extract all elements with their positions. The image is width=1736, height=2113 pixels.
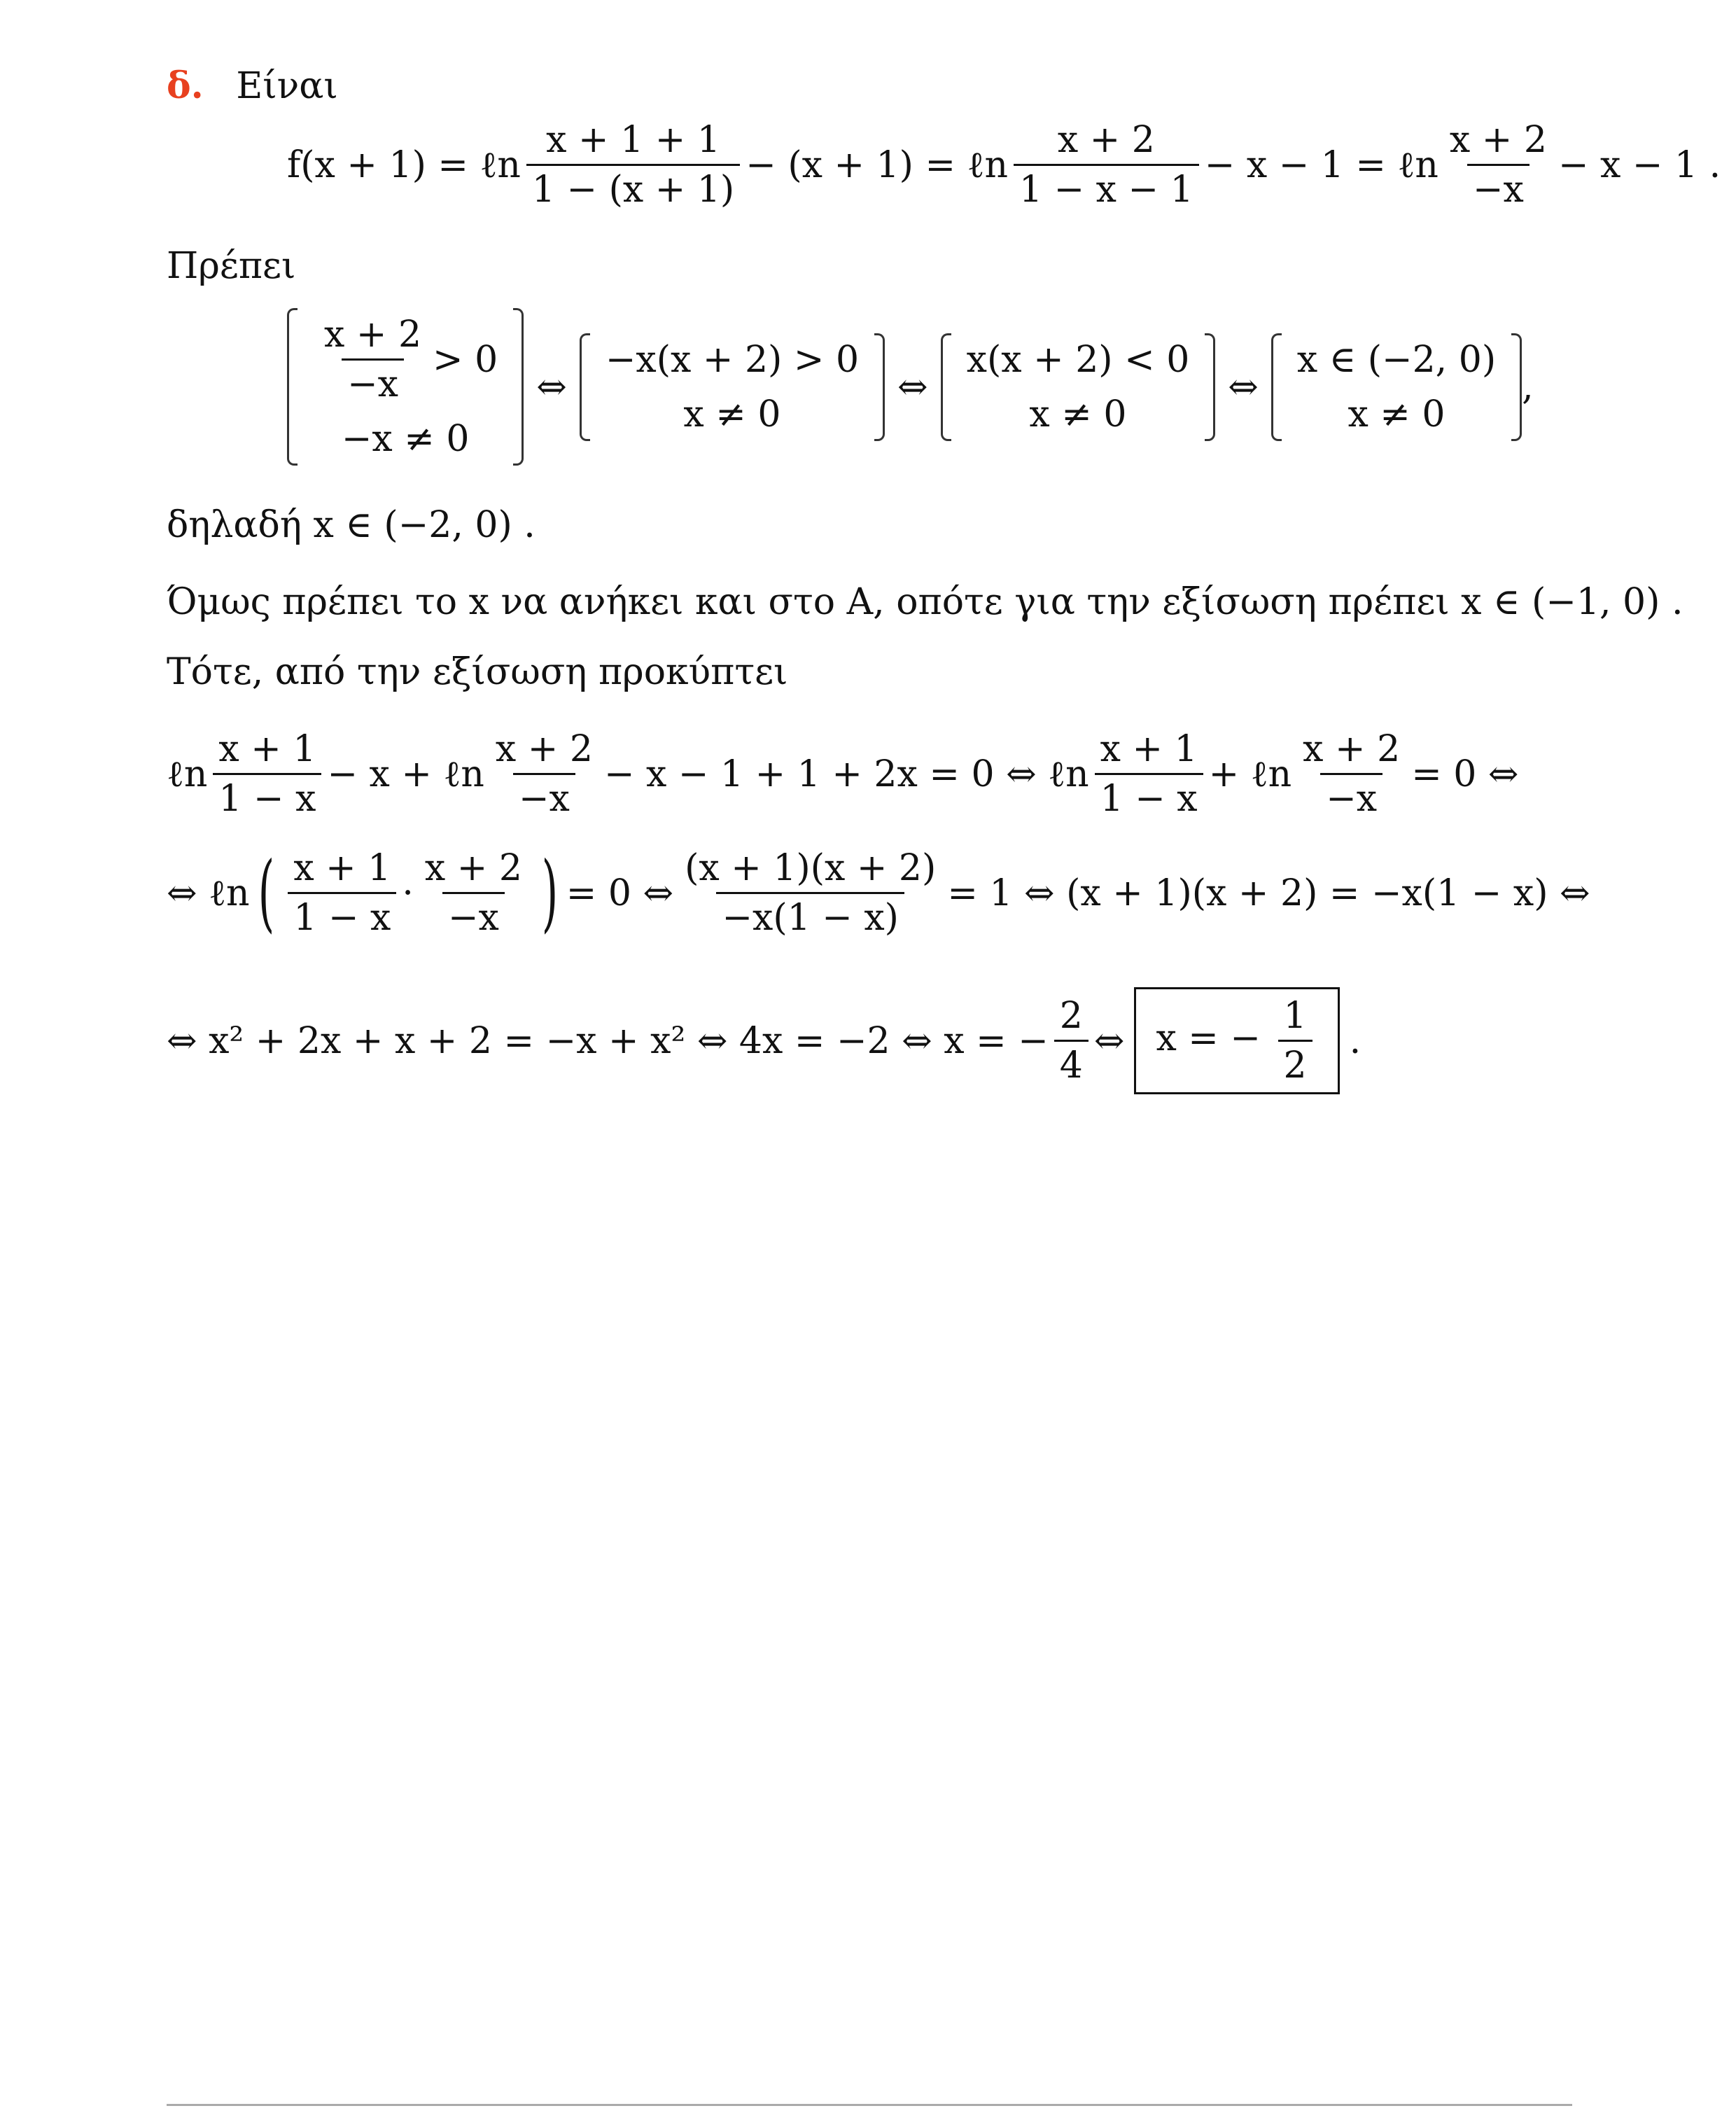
eq1-mid-2: − x − 1 = ℓn bbox=[1204, 144, 1438, 186]
fraction-numerator: x + 2 bbox=[324, 314, 422, 356]
section-intro: Είναι bbox=[236, 65, 338, 107]
fraction-denominator: 1 − x bbox=[1095, 773, 1203, 820]
system-1-row-2: −x ≠ 0 bbox=[341, 418, 470, 460]
system-4-row-2: x ≠ 0 bbox=[1348, 393, 1446, 435]
eq3-dot: · bbox=[402, 872, 414, 914]
fraction-denominator: −x bbox=[442, 892, 505, 939]
eq1-tail: − x − 1 . bbox=[1558, 144, 1721, 186]
system-2-row-1: −x(x + 2) > 0 bbox=[605, 338, 860, 381]
fraction-numerator: (x + 1)(x + 2) bbox=[685, 847, 937, 889]
fraction-denominator: −x bbox=[342, 358, 404, 405]
fraction-numerator: x + 1 bbox=[218, 728, 316, 770]
system-comma: , bbox=[1522, 365, 1534, 408]
line-tote: Τότε, από την εξίσωση προκύπτει bbox=[167, 651, 788, 693]
system-3 bbox=[941, 333, 1216, 441]
iff-symbol: ⇔ bbox=[1228, 365, 1259, 408]
system-4-row-1: x ∈ (−2, 0) bbox=[1296, 338, 1497, 381]
fraction-denominator: 4 bbox=[1054, 1040, 1088, 1087]
left-brace bbox=[287, 308, 298, 466]
fraction-denominator: −x bbox=[1320, 773, 1382, 820]
equation-4 bbox=[167, 987, 1361, 1094]
answer-box bbox=[1134, 987, 1339, 1094]
eq2-fraction-a bbox=[213, 728, 321, 820]
section-label: δ. bbox=[167, 64, 204, 107]
system-1-fraction bbox=[318, 314, 427, 405]
fraction-denominator: 1 − x bbox=[213, 773, 321, 820]
fraction-denominator: 2 bbox=[1278, 1040, 1312, 1087]
right-brace bbox=[1205, 333, 1215, 441]
fraction-numerator: x + 2 bbox=[1303, 728, 1401, 770]
system-3-row-1: x(x + 2) < 0 bbox=[966, 338, 1190, 381]
system-3-row-2: x ≠ 0 bbox=[1029, 393, 1127, 435]
fraction-numerator: x + 2 bbox=[1449, 119, 1547, 161]
fraction-numerator: x + 1 bbox=[1100, 728, 1198, 770]
conditions-system bbox=[287, 308, 1534, 466]
system-2 bbox=[580, 333, 885, 441]
answer-fraction bbox=[1278, 995, 1312, 1087]
fraction-denominator: 1 − x − 1 bbox=[1014, 164, 1199, 211]
eq4-end: . bbox=[1349, 1019, 1362, 1062]
fraction-denominator: −x bbox=[1467, 164, 1530, 211]
equation-f-x-plus-1 bbox=[287, 119, 1721, 211]
eq2-ln: ℓn bbox=[167, 753, 208, 795]
eq1-lhs: f(x + 1) = ℓn bbox=[287, 144, 521, 186]
eq2-mid-2: − x − 1 + 1 + 2x = 0 ⇔ ℓn bbox=[603, 753, 1089, 795]
eq4-fraction bbox=[1054, 995, 1088, 1087]
right-paren: ) bbox=[541, 844, 559, 942]
left-brace bbox=[941, 333, 951, 441]
answer-lhs: x = − bbox=[1156, 1017, 1261, 1059]
left-brace bbox=[580, 333, 590, 441]
eq3-tail: = 1 ⇔ (x + 1)(x + 2) = −x(1 − x) ⇔ bbox=[947, 872, 1590, 914]
system-1 bbox=[287, 308, 524, 466]
section-heading bbox=[167, 64, 338, 107]
fraction-numerator: 2 bbox=[1059, 995, 1083, 1037]
iff-symbol: ⇔ bbox=[536, 365, 567, 408]
fraction-denominator: −x bbox=[513, 773, 575, 820]
fraction-denominator: 1 − (x + 1) bbox=[526, 164, 740, 211]
eq2-mid-1: − x + ℓn bbox=[327, 753, 484, 795]
eq2-fraction-c bbox=[1095, 728, 1203, 820]
footer-rule bbox=[167, 2104, 1572, 2106]
iff-symbol: ⇔ bbox=[897, 365, 928, 408]
right-brace bbox=[1511, 333, 1522, 441]
system-1-row-1 bbox=[313, 314, 498, 405]
left-brace bbox=[1271, 333, 1282, 441]
fraction-numerator: x + 1 + 1 bbox=[546, 119, 720, 161]
eq3-fraction-b bbox=[419, 847, 528, 939]
right-brace bbox=[874, 333, 885, 441]
eq3-lead: ⇔ ℓn bbox=[167, 872, 250, 914]
system-1-gt: > 0 bbox=[433, 338, 498, 381]
iff-symbol: ⇔ bbox=[1093, 1019, 1125, 1062]
fraction-numerator: 1 bbox=[1283, 995, 1307, 1037]
equation-3 bbox=[167, 844, 1590, 942]
eq2-fraction-b bbox=[490, 728, 598, 820]
equation-2 bbox=[167, 728, 1518, 820]
eq2-tail: = 0 ⇔ bbox=[1411, 753, 1519, 795]
eq3-fraction-c bbox=[679, 847, 941, 939]
eq1-fraction-3 bbox=[1444, 119, 1553, 211]
fraction-numerator: x + 1 bbox=[293, 847, 391, 889]
eq3-fraction-a bbox=[288, 847, 396, 939]
eq2-fraction-d bbox=[1297, 728, 1406, 820]
eq1-fraction-1 bbox=[526, 119, 740, 211]
system-2-row-2: x ≠ 0 bbox=[683, 393, 781, 435]
right-brace bbox=[513, 308, 524, 466]
fraction-numerator: x + 2 bbox=[424, 847, 522, 889]
eq1-mid-1: − (x + 1) = ℓn bbox=[746, 144, 1008, 186]
fraction-denominator: −x(1 − x) bbox=[716, 892, 904, 939]
eq3-mid: = 0 ⇔ bbox=[566, 872, 674, 914]
line-diladi: δηλαδή x ∈ (−2, 0) . bbox=[167, 504, 536, 546]
left-paren: ( bbox=[258, 844, 274, 942]
fraction-numerator: x + 2 bbox=[495, 728, 593, 770]
fraction-denominator: 1 − x bbox=[288, 892, 396, 939]
system-4 bbox=[1271, 333, 1522, 441]
line-omos: Όμως πρέπει το x να ανήκει και στο A, οπότε για την εξίσωση πρέπει x ∈ (−1, 0) . bbox=[167, 581, 1684, 623]
fraction-numerator: x + 2 bbox=[1057, 119, 1155, 161]
prepei-text: Πρέπει bbox=[167, 245, 296, 287]
eq4-lead: ⇔ x² + 2x + x + 2 = −x + x² ⇔ 4x = −2 ⇔ x = − bbox=[167, 1019, 1049, 1062]
eq2-mid-3: + ℓn bbox=[1208, 753, 1292, 795]
eq1-fraction-2 bbox=[1014, 119, 1199, 211]
